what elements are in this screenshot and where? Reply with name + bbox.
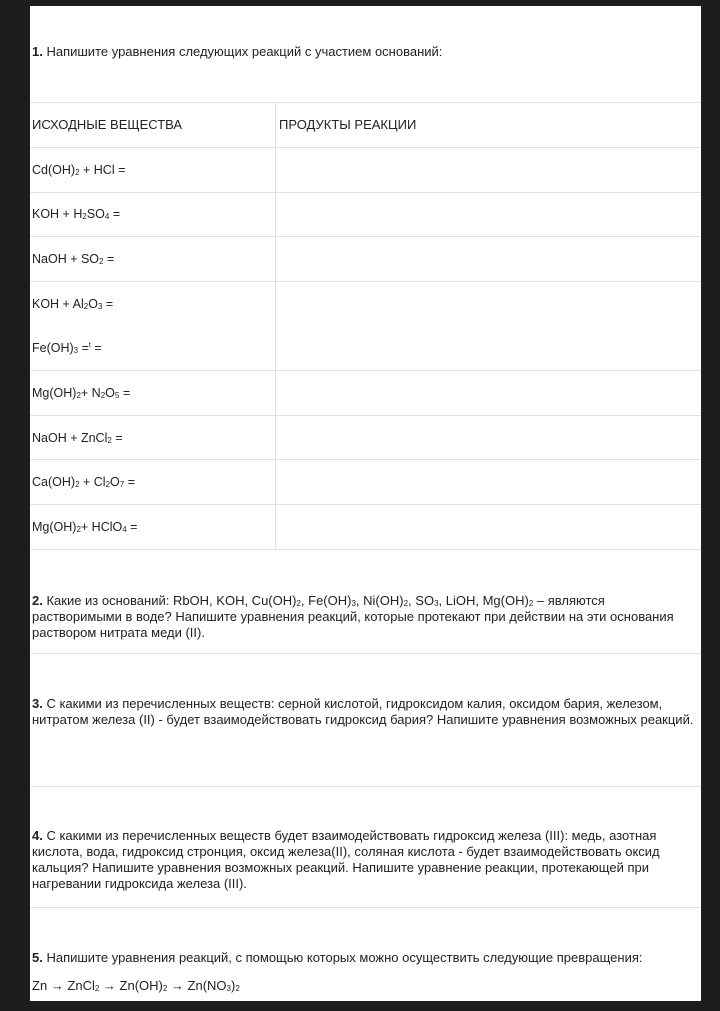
table-header-border bbox=[30, 147, 701, 148]
reactant-cell: NaOH + $SO_2$ = bbox=[32, 252, 115, 266]
reactant-cell: KOH + $Al_2O_3$ = bbox=[32, 297, 114, 311]
reactant-cell: $Cd(OH)_2$ + HCl = bbox=[32, 163, 126, 177]
table-header-products: ПРОДУКТЫ РЕАКЦИИ bbox=[279, 117, 417, 132]
table-row-border bbox=[30, 415, 701, 416]
task-1-text: Напишите уравнения следующих реакций с участием оснований: bbox=[42, 44, 443, 59]
task-1-number: 1. bbox=[32, 44, 43, 59]
reactant-cell: NaOH + ZnCl$_2$ = bbox=[32, 431, 123, 445]
task-3-paragraph: 3. С какими из перечисленных веществ: серной кислотой, гидроксидом калия, оксидом бария, железом, нитратом железа (II) - будет взаимодействовать гидроксид бария? Напишите уравнения возможных реакций. bbox=[32, 696, 694, 727]
table-row-border bbox=[30, 236, 701, 237]
task-1-heading bbox=[32, 44, 701, 60]
reactant-cell: $Ca(OH)_2 + Cl_2O_7$ = bbox=[32, 475, 135, 489]
section-divider bbox=[30, 786, 701, 787]
table-column-divider bbox=[275, 102, 276, 549]
reactant-cell: $Fe(OH)_3 =^t$ = bbox=[32, 341, 102, 355]
table-row-border bbox=[30, 281, 701, 282]
section-divider bbox=[30, 653, 701, 654]
reactant-cell: $Mg(OH)_2+ N_2O_5$ = bbox=[32, 386, 131, 400]
table-row-border bbox=[30, 192, 701, 193]
table-top-border bbox=[30, 102, 701, 103]
task-5-paragraph: 5. Напишите уравнения реакций, с помощью которых можно осуществить следующие превращения: bbox=[32, 950, 643, 965]
task-4-paragraph: 4. С какими из перечисленных веществ будет взаимодействовать гидроксид железа (III): медь, азотная кислота, вода, гидроксид стронция, оксид железа(II), соляная кислота - будет взаимодействовать оксид кальция? Напишите уравнения возможных реакций. Напишите уравнение реакции, протекающей при нагревании гидроксида железа (III). bbox=[32, 828, 660, 891]
table-bottom-border bbox=[30, 549, 701, 550]
table-header-reactants: ИСХОДНЫЕ ВЕЩЕСТВА bbox=[32, 117, 183, 132]
table-row-border bbox=[30, 370, 701, 371]
table-row-border bbox=[30, 504, 701, 505]
reactant-cell: KOH + $H_2SO_4$ = bbox=[32, 207, 121, 221]
worksheet-page bbox=[30, 6, 701, 1001]
reactant-cell: $Mg(OH)_2+$ HClO$_4$ = bbox=[32, 520, 138, 534]
section-divider bbox=[30, 907, 701, 908]
task-5-transformation-chain: Zn → ZnCl$_2$ → $Zn(OH)_2 \to Zn(NO_3)_2$ bbox=[32, 978, 240, 993]
task-2-paragraph: 2. Какие из оснований: RbOH, KOH, $Cu(OH)_2$, $Fe(OH)_3$, $Ni(OH)_2$, $SO_3$, LiOH, $Mg(OH)_2$ – являются растворимыми в воде? Напишите уравнения реакций, которые протекают при действии на эти основания раствором нитрата меди (II). bbox=[32, 593, 674, 640]
table-row-border bbox=[30, 459, 701, 460]
